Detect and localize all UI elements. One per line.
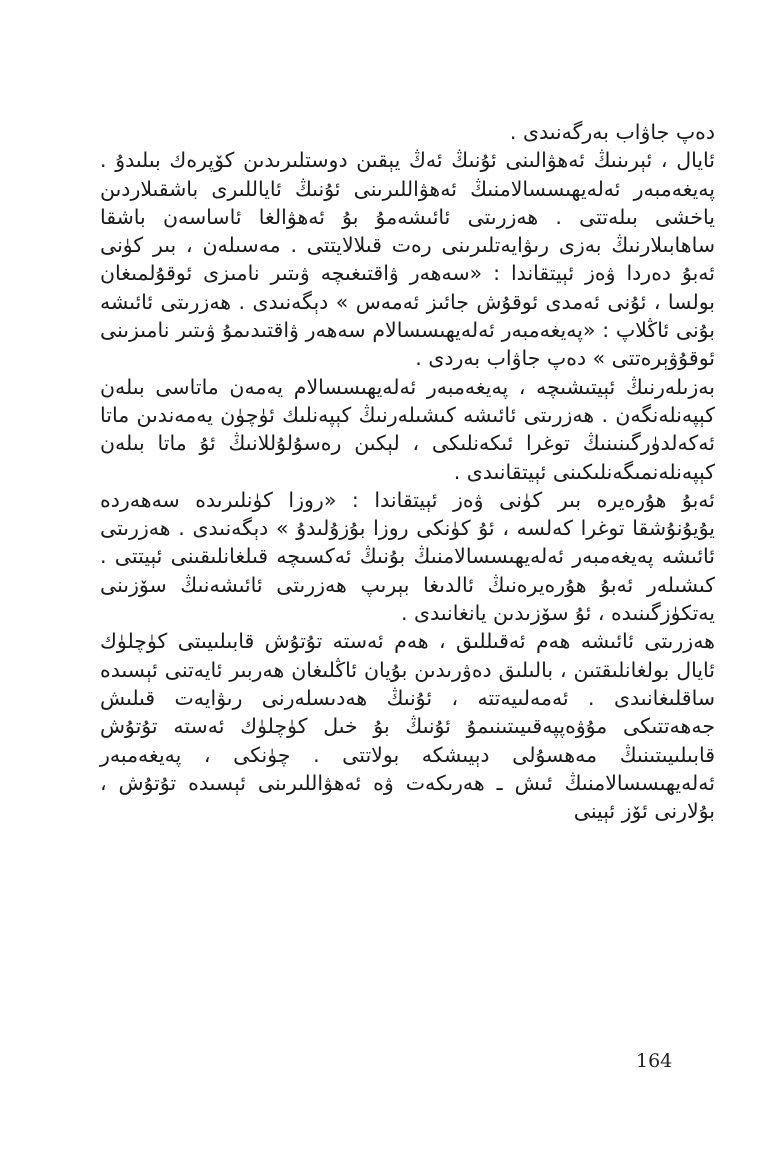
body-text bbox=[100, 118, 715, 825]
paragraph-1: دەپ جاۋاب بەرگەنىدى . bbox=[509, 120, 715, 144]
paragraph-5: ھەزرىتى ئائىشە ھەم ئەقىللىق ، ھەم ئەستە تۇتۇش قابىلىيىتى كۈچلۈك ئايال بولغانلىقتىن ، بالىلىق دەۋرىدىن بۇيان ئاڭلىغان ھەربىر ئايەتنى ئېسىدە ساقلىغانىدى . ئەمەلىيەتتە ، ئۇنىڭ ھەدىسلەرنى رىۋايەت قىلىش جەھەتتىكى مۇۋەپپەقىيىتىنىمۇ ئۇنىڭ بۇ خىل كۈچلۈك ئەستە تۇتۇش قابىلىيىتىنىڭ مەھسۇلى دېيىشكە بولاتتى . چۈنكى ، پەيغەمبەر ئەلەيھىسسالامنىڭ ئىش ـ ھەرىكەت ۋە ئەھۋاللىرىنى ئېسىدە تۇتۇش ، بۇلارنى ئۆز ئېينى bbox=[100, 629, 715, 824]
paragraph-3: بەزىلەرنىڭ ئېيتىشىچە ، پەيغەمبەر ئەلەيھىسسالام يەمەن ماتاسى بىلەن كېپەنلەنگەن . ھەزرىتى ئائىشە كىشىلەرنىڭ كېپەنلىك ئۈچۈن يەمەندىن ماتا ئەكەلدۈرگىنىنىڭ توغرا ئىكەنلىكى ، لېكىن رەسۇلۇللانىڭ ئۇ ماتا بىلەن كېپەنلەنمىگەنلىكىنى ئېيتقانىدى . bbox=[100, 374, 715, 484]
paragraph-2: ئايال ، ئېرىنىڭ ئەھۋالىنى ئۇنىڭ ئەڭ يېقىن دوستلىرىدىن كۆپرەك بىلىدۇ . پەيغەمبەر ئەلەيھىسسالامنىڭ ئەھۋاللىرىنى ئۇنىڭ ئاياللىرى باشقىلاردىن ياخشى بىلەتتى . ھەزرىتى ئائىشەمۇ بۇ ئەھۋالغا ئاساسەن باشقا ساھابىلارنىڭ بەزى رىۋايەتلىرىنى رەت قىلالايتتى . مەسىلەن ، بىر كۈنى ئەبۇ دەردا ۋەز ئېيتقاندا : «سەھەر ۋاقتىغىچە ۋىتىر نامىزى ئوقۇلمىغان بولسا ، ئۇنى ئەمدى ئوقۇش جائىز ئەمەس » دېگەنىدى . ھەزرىتى ئائىشە بۇنى ئاڭلاپ : «پەيغەمبەر ئەلەيھىسسالام سەھەر ۋاقتىدىمۇ ۋىتىر نامىزىنى ئوقۇۋېرەتتى » دەپ جاۋاب بەردى . bbox=[100, 148, 715, 371]
paragraph-4: ئەبۇ ھۇرەيرە بىر كۈنى ۋەز ئېيتقاندا : «روزا كۈنلىرىدە سەھەردە يۇيۇنۇشقا توغرا كەلسە ، ئۇ كۈنكى روزا بۇزۇلىدۇ » دېگەنىدى . ھەزرىتى ئائىشە پەيغەمبەر ئەلەيھىسسالامنىڭ بۇنىڭ ئەكسىچە قىلغانلىقىنى ئېيتتى . كىشىلەر ئەبۇ ھۇرەيرەنىڭ ئالدىغا بېرىپ ھەزرىتى ئائىشەنىڭ سۆزىنى يەتكۈزگىنىدە ، ئۇ سۆزىدىن يانغانىدى . bbox=[100, 487, 715, 626]
page-number: 164 bbox=[636, 1050, 673, 1072]
